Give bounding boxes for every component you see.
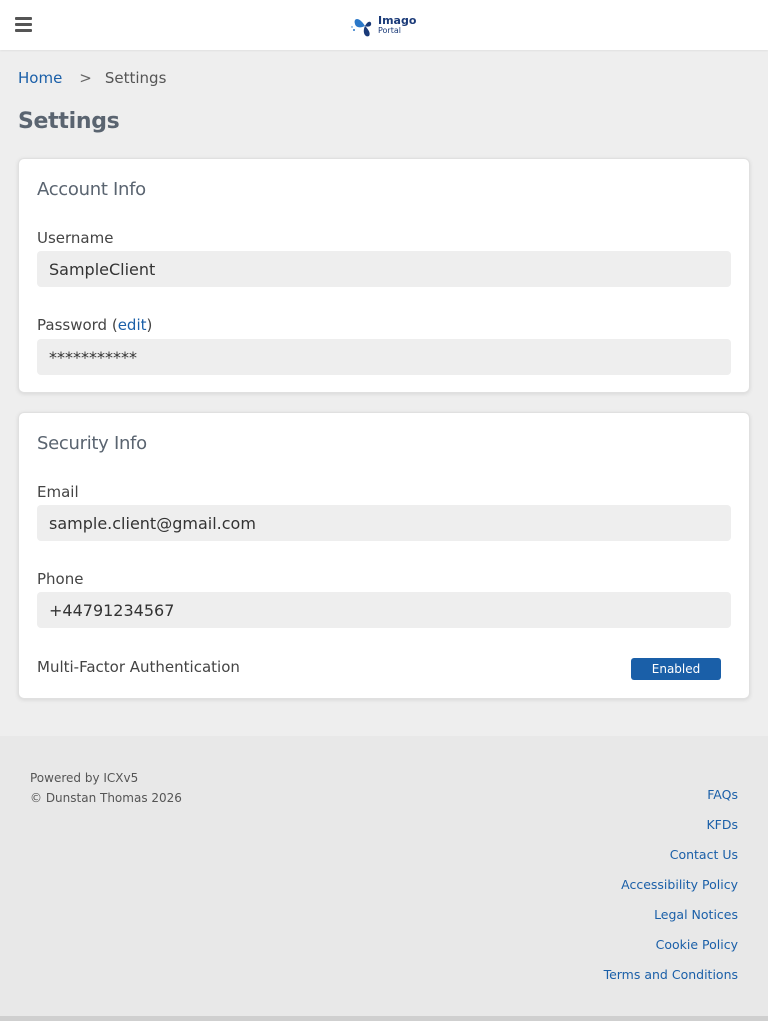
email-field[interactable]: sample.client@gmail.com <box>37 505 731 541</box>
footer <box>0 736 768 1016</box>
logo-title: Imago <box>378 14 417 27</box>
footer-link-cookie-policy[interactable]: Cookie Policy <box>655 937 738 952</box>
powered-by-text: Powered by ICXv5 <box>30 771 139 785</box>
phone-label: Phone <box>37 570 84 588</box>
security-info-title: Security Info <box>37 433 147 454</box>
breadcrumb-current: Settings <box>104 69 167 87</box>
password-field[interactable]: *********** <box>37 339 731 375</box>
footer-link-legal-notices[interactable]: Legal Notices <box>654 907 738 922</box>
account-info-title: Account Info <box>37 179 146 200</box>
username-label: Username <box>37 229 114 247</box>
password-label <box>37 316 152 334</box>
footer-link-kfds[interactable]: KFDs <box>706 817 738 832</box>
butterfly-logo-icon <box>350 10 380 40</box>
password-label-close: ) <box>146 316 153 334</box>
account-info-card <box>18 158 750 393</box>
username-field[interactable]: SampleClient <box>37 251 731 287</box>
phone-field[interactable]: +44791234567 <box>37 592 731 628</box>
footer-link-faqs[interactable]: FAQs <box>707 787 738 802</box>
hamburger-menu-icon[interactable] <box>15 17 32 32</box>
breadcrumb-separator: > <box>79 69 92 87</box>
copyright-text: © Dunstan Thomas 2026 <box>30 791 182 805</box>
breadcrumb <box>18 69 166 87</box>
mfa-label: Multi-Factor Authentication <box>37 658 240 676</box>
security-info-card <box>18 412 750 699</box>
footer-link-terms-and-conditions[interactable]: Terms and Conditions <box>603 967 738 982</box>
page-title: Settings <box>18 109 120 134</box>
logo-subtitle: Portal <box>378 26 401 35</box>
footer-link-accessibility-policy[interactable]: Accessibility Policy <box>621 877 738 892</box>
email-label: Email <box>37 483 79 501</box>
breadcrumb-home-link[interactable]: Home <box>18 69 63 87</box>
bottom-edge-bar <box>0 1016 768 1021</box>
imago-portal-logo[interactable] <box>350 9 420 41</box>
footer-links <box>604 786 738 996</box>
mfa-status-badge[interactable]: Enabled <box>631 658 721 680</box>
top-navigation-bar <box>0 0 768 50</box>
password-label-text: Password ( <box>37 316 118 334</box>
password-edit-link[interactable]: edit <box>117 316 147 334</box>
footer-link-contact-us[interactable]: Contact Us <box>669 847 738 862</box>
